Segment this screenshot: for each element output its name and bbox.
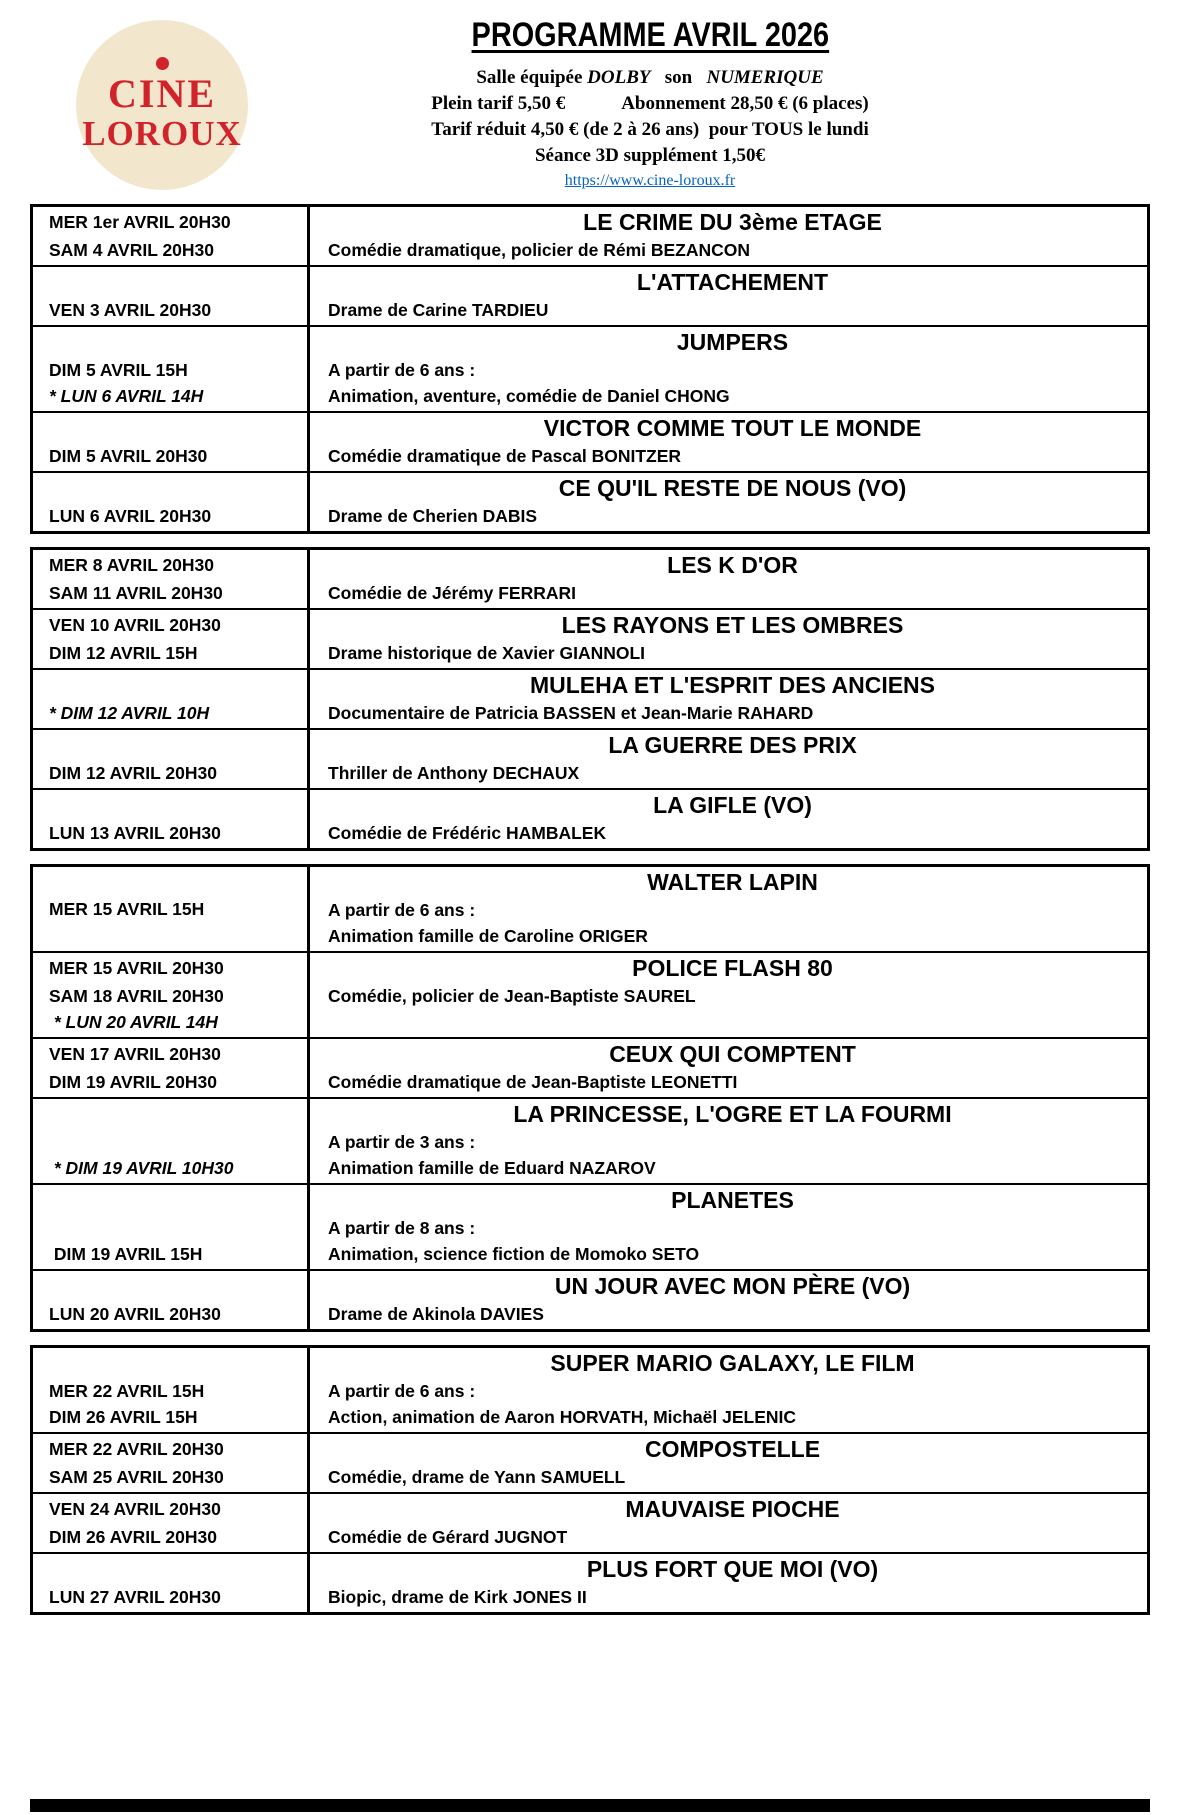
screening-date: VEN 17 AVRIL 20H30	[49, 1044, 221, 1064]
screening-date: DIM 5 AVRIL 20H30	[49, 446, 208, 466]
screening-dates-cell	[33, 1099, 310, 1183]
program-week-block	[30, 204, 1150, 534]
film-row	[33, 951, 1147, 1037]
film-cell	[310, 953, 1147, 1037]
film-title: JUMPERS	[676, 329, 789, 355]
film-row	[33, 668, 1147, 728]
screening-date: LUN 27 AVRIL 20H30	[49, 1587, 221, 1607]
film-cell	[310, 550, 1147, 608]
film-detail: Drame de Cherien DABIS	[328, 506, 538, 526]
screening-date: MER 15 AVRIL 15H	[49, 898, 205, 919]
program-week-block	[30, 547, 1150, 851]
screening-dates-cell	[33, 670, 310, 728]
screening-date: SAM 18 AVRIL 20H30	[49, 986, 224, 1006]
film-title: PLUS FORT QUE MOI (VO)	[586, 1556, 879, 1582]
film-cell	[310, 1348, 1147, 1432]
screening-date: DIM 26 AVRIL 15H	[49, 1407, 198, 1427]
equipment-line-segment: son	[650, 67, 707, 88]
screening-dates-cell	[33, 550, 310, 608]
film-detail: A partir de 6 ans :	[328, 900, 476, 920]
screening-date: DIM 19 AVRIL 15H	[49, 1244, 203, 1264]
screening-dates-cell	[33, 1554, 310, 1612]
program-title-row	[280, 14, 1020, 63]
film-detail: A partir de 3 ans :	[328, 1132, 476, 1152]
header-info	[280, 14, 1020, 193]
film-cell	[310, 207, 1147, 265]
film-title: LA GUERRE DES PRIX	[608, 732, 857, 758]
film-detail: Comédie de Frédéric HAMBALEK	[328, 823, 607, 843]
film-cell	[310, 267, 1147, 325]
equipment-line	[280, 65, 1020, 91]
film-cell	[310, 730, 1147, 788]
film-cell	[310, 413, 1147, 471]
screening-date: SAM 4 AVRIL 20H30	[49, 240, 215, 260]
screening-date: * LUN 20 AVRIL 14H	[49, 1012, 218, 1032]
film-title: POLICE FLASH 80	[632, 955, 833, 981]
screening-date: MER 8 AVRIL 20H30	[49, 555, 215, 575]
film-cell	[310, 1554, 1147, 1612]
screening-date: SAM 11 AVRIL 20H30	[49, 583, 223, 603]
film-detail: Animation, aventure, comédie de Daniel CHONG	[328, 386, 730, 406]
film-detail: Drame de Carine TARDIEU	[328, 300, 549, 320]
film-row	[33, 1037, 1147, 1097]
film-row	[33, 1348, 1147, 1432]
film-title: VICTOR COMME TOUT LE MONDE	[543, 415, 922, 441]
screening-dates-cell	[33, 327, 310, 411]
film-detail: Animation famille de Caroline ORIGER	[328, 926, 648, 946]
film-row	[33, 1097, 1147, 1183]
film-detail: Drame de Akinola DAVIES	[328, 1304, 544, 1324]
film-detail: Comédie de Gérard JUGNOT	[328, 1527, 568, 1547]
screening-date: MER 15 AVRIL 20H30	[49, 958, 224, 978]
equipment-line-segment: Salle équipée	[476, 67, 588, 88]
film-detail: Comédie dramatique de Jean-Baptiste LEONETTI	[328, 1072, 738, 1092]
film-row	[33, 608, 1147, 668]
screening-date: DIM 26 AVRIL 20H30	[49, 1527, 217, 1547]
film-detail: Comédie, policier de Jean-Baptiste SAUREL	[328, 986, 696, 1006]
film-row	[33, 1492, 1147, 1552]
film-title: LE CRIME DU 3ème ETAGE	[583, 209, 882, 235]
film-row	[33, 265, 1147, 325]
film-detail: Animation famille de Eduard NAZAROV	[328, 1158, 656, 1178]
screening-date: MER 22 AVRIL 20H30	[49, 1439, 224, 1459]
film-detail: Drame historique de Xavier GIANNOLI	[328, 643, 646, 663]
screening-dates-cell	[33, 1039, 310, 1097]
screening-date: VEN 10 AVRIL 20H30	[49, 615, 221, 635]
film-title: L'ATTACHEMENT	[636, 269, 829, 295]
screening-date: DIM 12 AVRIL 15H	[49, 643, 198, 663]
film-detail: Documentaire de Patricia BASSEN et Jean-Marie RAHARD	[328, 703, 814, 723]
film-row	[33, 325, 1147, 411]
film-cell	[310, 473, 1147, 531]
film-row	[33, 207, 1147, 265]
film-title: SUPER MARIO GALAXY, LE FILM	[550, 1350, 915, 1376]
film-detail: Animation, science fiction de Momoko SETO	[328, 1244, 700, 1264]
screening-date: DIM 12 AVRIL 20H30	[49, 763, 217, 783]
film-detail: A partir de 6 ans :	[328, 1381, 476, 1401]
program-week-block	[30, 864, 1150, 1332]
screening-date: * DIM 19 AVRIL 10H30	[49, 1158, 234, 1178]
screening-date: SAM 25 AVRIL 20H30	[49, 1467, 224, 1487]
film-detail: Comédie dramatique, policier de Rémi BEZANCON	[328, 240, 751, 260]
tariff-line-1: Plein tarif 5,50 € Abonnement 28,50 € (6 places)	[431, 93, 869, 114]
screening-dates-cell	[33, 473, 310, 531]
film-row	[33, 1552, 1147, 1612]
screening-dates-cell	[33, 1434, 310, 1492]
film-detail: Comédie dramatique de Pascal BONITZER	[328, 446, 682, 466]
film-title: COMPOSTELLE	[644, 1436, 821, 1462]
film-cell	[310, 867, 1147, 951]
film-row	[33, 550, 1147, 608]
program-week-block	[30, 1345, 1150, 1615]
film-title: MAUVAISE PIOCHE	[625, 1496, 840, 1522]
film-cell	[310, 1271, 1147, 1329]
film-title: CE QU'IL RESTE DE NOUS (VO)	[558, 475, 907, 501]
film-detail: Biopic, drame de Kirk JONES II	[328, 1587, 587, 1607]
screening-dates-cell	[33, 953, 310, 1037]
screening-date: VEN 3 AVRIL 20H30	[49, 300, 212, 320]
film-cell	[310, 1434, 1147, 1492]
film-detail: A partir de 8 ans :	[328, 1218, 476, 1238]
screening-date: LUN 13 AVRIL 20H30	[49, 823, 221, 843]
film-detail: Action, animation de Aaron HORVATH, Michaël JELENIC	[328, 1407, 797, 1427]
screening-date: LUN 20 AVRIL 20H30	[49, 1304, 221, 1324]
film-detail: Comédie de Jérémy FERRARI	[328, 583, 576, 603]
program-title: PROGRAMME AVRIL 2026	[471, 16, 829, 54]
film-row	[33, 1432, 1147, 1492]
screening-dates-cell	[33, 1185, 310, 1269]
screening-dates-cell	[33, 207, 310, 265]
screening-date: MER 22 AVRIL 15H	[49, 1381, 205, 1401]
film-title: UN JOUR AVEC MON PÈRE (VO)	[554, 1273, 911, 1299]
film-title: LA GIFLE (VO)	[653, 792, 812, 818]
screening-date: VEN 24 AVRIL 20H30	[49, 1499, 221, 1519]
website-link[interactable]: https://www.cine-loroux.fr	[564, 172, 736, 189]
logo-text-line1: CINE	[107, 70, 217, 116]
logo-dot-icon	[156, 57, 169, 70]
screening-date: MER 1er AVRIL 20H30	[49, 212, 231, 232]
screening-date: DIM 19 AVRIL 20H30	[49, 1072, 217, 1092]
film-cell	[310, 327, 1147, 411]
tariff-line-2: Tarif réduit 4,50 € (de 2 à 26 ans) pour TOUS le lundi	[431, 119, 869, 140]
screening-dates-cell	[33, 1348, 310, 1432]
film-title: MULEHA ET L'ESPRIT DES ANCIENS	[529, 672, 935, 698]
film-row	[33, 471, 1147, 531]
logo-text-line2: LOROUX	[82, 113, 242, 153]
film-cell	[310, 610, 1147, 668]
film-row	[33, 1269, 1147, 1329]
film-row	[33, 788, 1147, 848]
screening-dates-cell	[33, 1271, 310, 1329]
screening-date: * DIM 12 AVRIL 10H	[49, 703, 210, 723]
film-cell	[310, 1185, 1147, 1269]
film-title: LA PRINCESSE, L'OGRE ET LA FOURMI	[513, 1101, 952, 1127]
film-row	[33, 1183, 1147, 1269]
film-title: PLANETES	[671, 1187, 794, 1213]
film-title: LES K D'OR	[667, 552, 798, 578]
screening-dates-cell	[33, 267, 310, 325]
film-title: CEUX QUI COMPTENT	[609, 1041, 856, 1067]
program-blocks	[0, 204, 1181, 1615]
screening-date: LUN 6 AVRIL 20H30	[49, 506, 212, 526]
film-detail: Comédie, drame de Yann SAMUELL	[328, 1467, 626, 1487]
screening-dates-cell	[33, 730, 310, 788]
equipment-line-segment: NUMERIQUE	[706, 67, 824, 88]
film-cell	[310, 790, 1147, 848]
screening-date: * LUN 6 AVRIL 14H	[49, 386, 204, 406]
film-row	[33, 411, 1147, 471]
film-title: WALTER LAPIN	[647, 869, 818, 895]
film-row	[33, 728, 1147, 788]
screening-dates-cell	[33, 1494, 310, 1552]
screening-dates-cell	[33, 413, 310, 471]
screening-dates-cell	[33, 610, 310, 668]
tariff-line-3: Séance 3D supplément 1,50€	[534, 145, 766, 166]
film-title: LES RAYONS ET LES OMBRES	[561, 612, 904, 638]
film-detail: A partir de 6 ans :	[328, 360, 476, 380]
film-row	[33, 867, 1147, 951]
website-row	[280, 169, 1020, 193]
equipment-line-segment: DOLBY	[587, 67, 651, 88]
film-cell	[310, 670, 1147, 728]
screening-date: DIM 5 AVRIL 15H	[49, 360, 188, 380]
screening-dates-cell	[33, 867, 310, 951]
film-cell	[310, 1099, 1147, 1183]
screening-dates-cell	[33, 790, 310, 848]
page-header	[0, 0, 1181, 204]
film-detail: Thriller de Anthony DECHAUX	[328, 763, 580, 783]
film-cell	[310, 1039, 1147, 1097]
next-block-cut-edge	[30, 1799, 1150, 1812]
film-cell	[310, 1494, 1147, 1552]
cinema-logo	[76, 20, 248, 190]
